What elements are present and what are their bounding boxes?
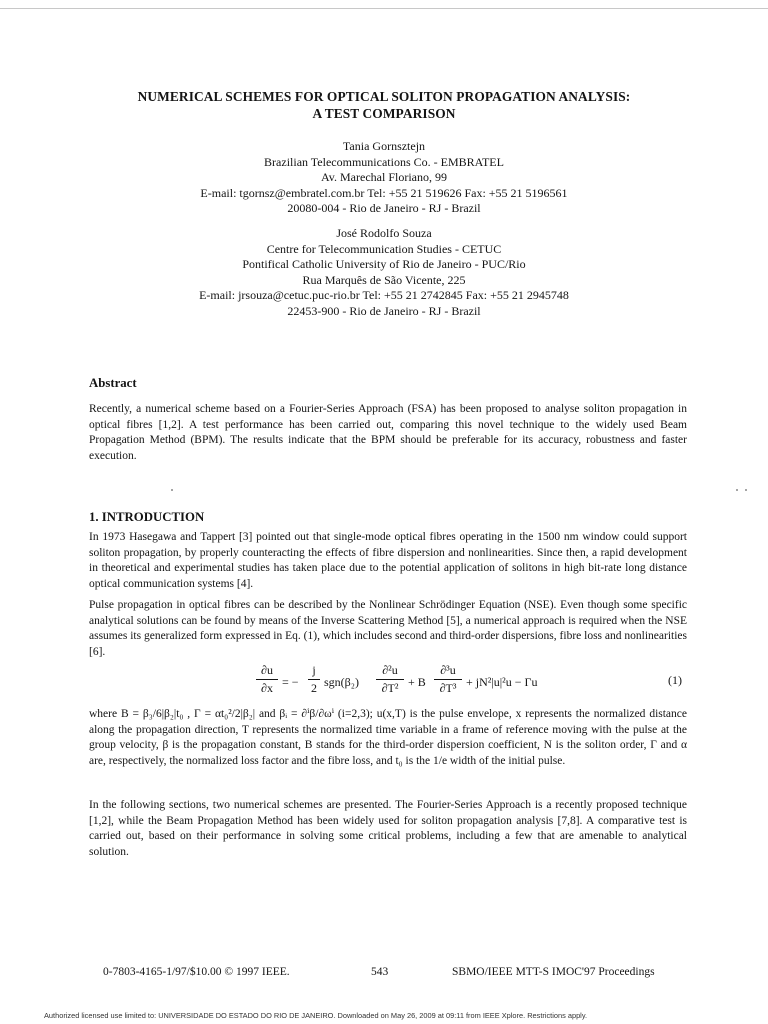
eq-fraction-bar [434, 679, 462, 680]
paper-title [60, 88, 708, 122]
scan-speck [736, 489, 738, 491]
author-1-block [60, 139, 708, 217]
eq-fraction-bar [376, 679, 404, 680]
scan-top-rule [0, 8, 768, 9]
eq-d3-den: ∂T³ [439, 681, 457, 695]
eq-sgn: sgn(β₂) [324, 675, 359, 689]
author-1-org: Brazilian Telecommunications Co. - EMBRATEL [264, 154, 504, 169]
author-1-contact: E-mail: tgornsz@embratel.com.br Tel: +55 21 519626 Fax: +55 21 5196561 [200, 185, 568, 200]
title-line-1: NUMERICAL SCHEMES FOR OPTICAL SOLITON PROPAGATION ANALYSIS: [137, 89, 631, 104]
eq-lhs-fraction [256, 663, 278, 696]
intro-paragraph-4: In the following sections, two numerical schemes are presented. The Fourier-Series Approach is a recently proposed technique [1,2], while the Beam Propagation Method has been widely used for soliton propagation analysis [7,8]. A comparative test is carried out, based on their performance in solving some critical problems, including a few that are amenable to analytical solution. [89, 799, 687, 858]
eq-d2-den: ∂T² [381, 681, 399, 695]
eq-coef-num: j [312, 663, 316, 677]
intro-paragraph-2: Pulse propagation in optical fibres can be described by the Nonlinear Schrödinger Equation (NSE). Even though some specific analytical solutions can be found by means of the Inverse Scattering Method [5], a numerical approach is required when the NSE assumes its generalized form expressed in Eq. (1), which includes second and third-order dispersions, fibre loss and nonlinearities [6]. [89, 599, 687, 658]
author-2-city: 22453-900 - Rio de Janeiro - RJ - Brazil [287, 303, 481, 318]
author-2-contact: E-mail: jrsouza@cetuc.puc-rio.br Tel: +55 21 2742845 Fax: +55 21 2945748 [199, 288, 569, 303]
ieee-license-disclaimer: Authorized licensed use limited to: UNIVERSIDADE DO ESTADO DO RIO DE JANEIRO. Downloaded on May 26, 2009 at 09:11 from IEEE Xplore. Restrictions apply. [44, 1011, 588, 1020]
equation-number: (1) [668, 673, 682, 687]
eq-tail: + jN²|u|²u − Γu [466, 675, 538, 689]
footer-isbn: 0-7803-4165-1/97/$10.00 © 1997 IEEE. [103, 966, 290, 978]
eq-d3-num: ∂³u [440, 663, 456, 677]
eq-equals: = − [282, 675, 299, 689]
intro-paragraph-3: where B = β₃/6|β₂|t₀ , Γ = αt₀²/2|β₂| and βᵢ = ∂ⁱβ/∂ωⁱ (i=2,3); u(x,T) is the pulse envelope, x represents the normalized distance along the propagation direction, T represents the normalized time variable in a frame of reference moving with the pulse at the group velocity, β is the propagation constant, B stands for the third-order dispersion coefficient, N is the soliton order, Γ and α are, respectively, the normalized loss factor and the fibre loss, and t₀ is the 1/e width of the initial pulse. [89, 708, 687, 767]
eq-fraction-bar [308, 679, 320, 680]
author-2-block [60, 226, 708, 320]
title-line-2: A TEST COMPARISON [312, 106, 456, 121]
eq-fraction-bar [256, 679, 278, 680]
author-1-address: Av. Marechal Floriano, 99 [321, 170, 447, 185]
intro-paragraph-1: In 1973 Hasegawa and Tappert [3] pointed out that single-mode optical fibres operating in the 1500 nm window could support soliton propagation, by properly counteracting the effects of fibre dispersion and nonlinearities. Since then, a rapid development in theoretical and experimental studies has taken place due to the potential application of solitons in high bit-rate long distance optical communication systems [4]. [89, 531, 687, 590]
abstract-heading: Abstract [89, 376, 137, 390]
author-2-address: Rua Marquês de São Vicente, 225 [302, 272, 466, 287]
equation-1 [250, 663, 690, 705]
eq-d2-num: ∂²u [382, 663, 398, 677]
footer-proceedings: SBMO/IEEE MTT-S IMOC'97 Proceedings [452, 966, 655, 978]
author-2-org: Centre for Telecommunication Studies - CETUC [266, 241, 502, 256]
abstract-text: Recently, a numerical scheme based on a Fourier-Series Approach (FSA) has been proposed to analyse soliton propagation in optical fibres [1,2]. A test performance has been carried out, comparing this novel technique to the widely used Beam Propagation Method (BPM). The results indicate that the BPM should be preferable for its accuracy, robustness and faster execution. [89, 403, 687, 462]
eq-lhs-den: ∂x [261, 681, 273, 695]
scan-speck [171, 489, 173, 491]
scan-speck [745, 489, 747, 491]
eq-d3-fraction [434, 663, 462, 696]
eq-coef-fraction [308, 663, 320, 696]
author-2-university: Pontifical Catholic University of Rio de Janeiro - PUC/Rio [242, 257, 526, 272]
introduction-heading: 1. INTRODUCTION [89, 510, 205, 524]
eq-d2-fraction [376, 663, 404, 696]
eq-coef-den: 2 [311, 681, 317, 695]
eq-lhs-num: ∂u [261, 663, 273, 677]
author-1-city: 20080-004 - Rio de Janeiro - RJ - Brazil [287, 201, 481, 216]
eq-plus-b: + B [408, 675, 426, 689]
author-1-name: Tania Gornsztejn [342, 139, 426, 153]
page-number: 543 [371, 966, 389, 978]
author-2-name: José Rodolfo Souza [336, 226, 432, 240]
